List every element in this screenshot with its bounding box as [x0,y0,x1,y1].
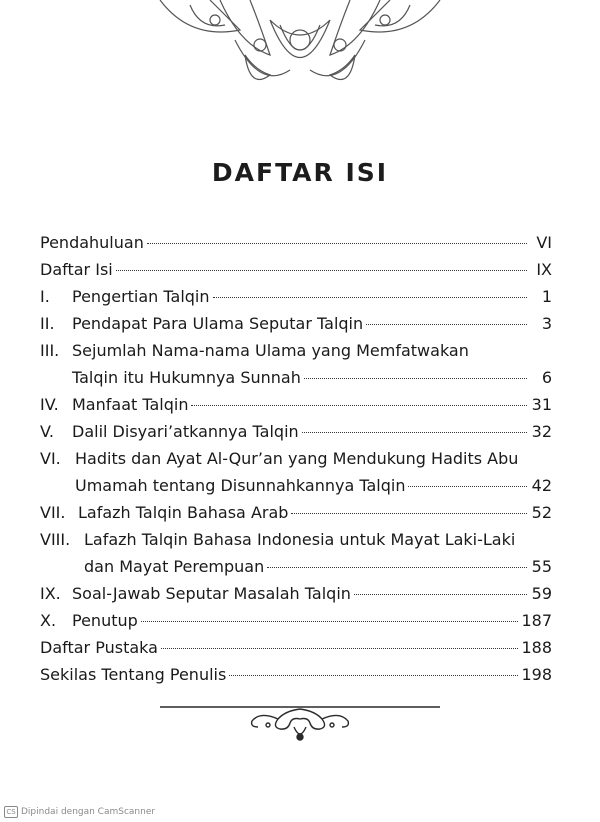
toc-entry-line[interactable] [40,337,552,364]
toc-page-number: 188 [521,638,552,657]
toc-entry-line[interactable] [40,445,552,472]
dot-leader [291,513,527,514]
scanner-watermark [4,806,155,818]
toc-page-number: 6 [541,368,552,387]
dot-leader [191,405,527,406]
dot-leader [141,621,519,622]
chapter-number: IX. [40,584,61,603]
toc-entry[interactable] [40,391,552,418]
toc-entry[interactable] [40,499,552,526]
toc-label-line: Lafazh Talqin Bahasa Indonesia untuk Mayat Laki-Laki [84,530,516,549]
toc-label: Pendahuluan [40,233,144,252]
divider-ornament-icon [160,697,440,747]
toc-entry[interactable] [40,418,552,445]
toc-label: Talqin itu Hukumnya Sunnah [72,368,301,387]
toc-page-number: 52 [531,503,552,522]
toc-page-number: 3 [541,314,552,333]
toc-page-number: IX [536,260,552,279]
dot-leader [213,297,527,298]
toc-entry[interactable] [40,634,552,661]
toc-label: Dalil Disyari’atkannya Talqin [72,422,299,441]
chapter-number: VI. [40,449,61,468]
table-of-contents [40,229,552,688]
chapter-number: VIII. [40,530,71,549]
dot-leader [161,648,519,649]
toc-page-number: 59 [531,584,552,603]
chapter-number: V. [40,422,54,441]
dot-leader [408,486,527,487]
chapter-number: VII. [40,503,66,522]
toc-page-number: 1 [541,287,552,306]
toc-page-number: 32 [531,422,552,441]
dot-leader [366,324,527,325]
toc-label: Sekilas Tentang Penulis [40,665,227,684]
toc-page-number: VI [536,233,552,252]
toc-entry[interactable] [40,553,552,580]
chapter-number: X. [40,611,57,630]
toc-page-number: 42 [531,476,552,495]
dot-leader [267,567,527,568]
chapter-number: I. [40,287,50,306]
chapter-number: II. [40,314,55,333]
toc-entry[interactable] [40,283,552,310]
toc-entry[interactable] [40,310,552,337]
toc-label-line: Sejumlah Nama-nama Ulama yang Memfatwakan [72,341,469,360]
toc-entry[interactable] [40,256,552,283]
toc-label: Pendapat Para Ulama Seputar Talqin [72,314,364,333]
chapter-number: IV. [40,395,59,414]
camscanner-logo-icon: CS [4,806,18,818]
toc-entry[interactable] [40,229,552,256]
toc-label: Daftar Isi [40,260,113,279]
dot-leader [304,378,527,379]
toc-entry[interactable] [40,472,552,499]
toc-label: Pengertian Talqin [72,287,210,306]
toc-label: Daftar Pustaka [40,638,158,657]
toc-label: dan Mayat Perempuan [84,557,265,576]
toc-entry-line[interactable] [40,526,552,553]
toc-page-number: 198 [521,665,552,684]
toc-label: Penutup [72,611,138,630]
dot-leader [302,432,527,433]
toc-page-number: 187 [521,611,552,630]
mandala-ornament-icon [150,0,450,100]
toc-entry[interactable] [40,661,552,688]
toc-entry[interactable] [40,580,552,607]
toc-page-number: 31 [531,395,552,414]
toc-label: Soal-Jawab Seputar Masalah Talqin [72,584,351,603]
page-title: DAFTAR ISI [211,158,389,187]
toc-label-line: Hadits dan Ayat Al-Qur’an yang Mendukung Hadits Abu [75,449,519,468]
dot-leader [229,675,518,676]
watermark-text: Dipindai dengan CamScanner [21,807,156,817]
chapter-number: III. [40,341,60,360]
toc-label: Lafazh Talqin Bahasa Arab [78,503,289,522]
dot-leader [116,270,527,271]
toc-label: Manfaat Talqin [72,395,189,414]
toc-page-number: 55 [531,557,552,576]
dot-leader [147,243,527,244]
toc-label: Umamah tentang Disunnahkannya Talqin [75,476,406,495]
dot-leader [354,594,527,595]
toc-entry[interactable] [40,364,552,391]
toc-entry[interactable] [40,607,552,634]
